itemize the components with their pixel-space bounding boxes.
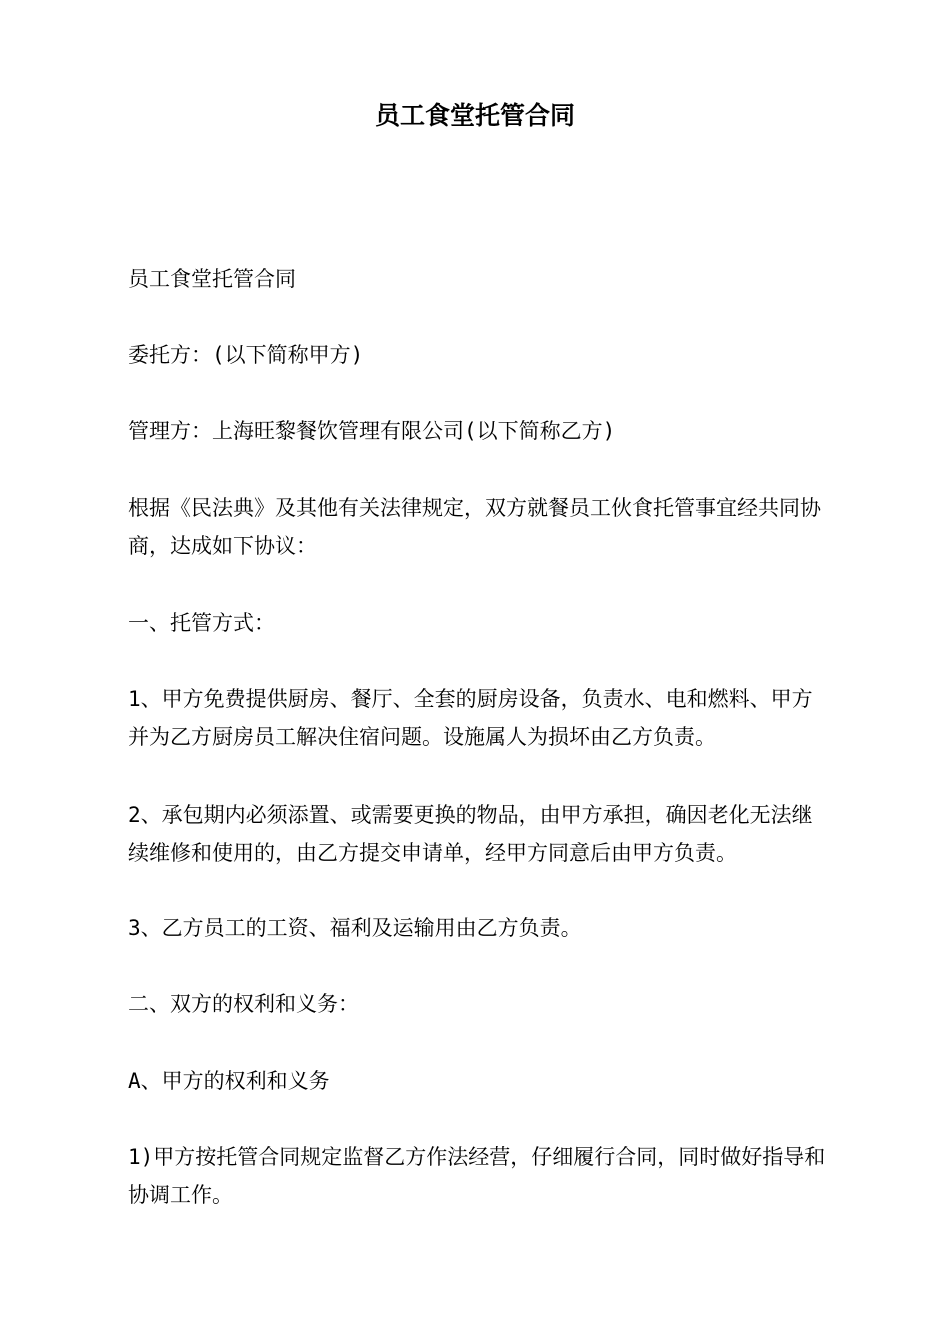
paragraph-preamble: 根据《民法典》及其他有关法律规定，双方就餐员工伙食托管事宜经共同协商，达成如下协议：	[128, 496, 821, 558]
document-title: 员工食堂托管合同	[374, 101, 575, 130]
clause-3: 3、乙方员工的工资、福利及运输用由乙方负责。	[128, 916, 582, 940]
paragraph-subtitle: 员工食堂托管合同	[128, 267, 296, 291]
clause-a-1: 1)甲方按托管合同规定监督乙方作法经营，仔细履行合同，同时做好指导和协调工作。	[128, 1145, 826, 1207]
paragraph-manager: 管理方：上海旺黎餐饮管理有限公司(以下简称乙方)	[128, 419, 616, 443]
section-heading-2: 二、双方的权利和义务：	[128, 992, 359, 1016]
paragraph-client: 委托方：(以下简称甲方)	[128, 343, 364, 367]
clause-2: 2、承包期内必须添置、或需要更换的物品，由甲方承担，确因老化无法继续维修和使用的，由乙方提交申请单，经甲方同意后由甲方负责。	[128, 803, 813, 865]
section-heading-1: 一、托管方式：	[128, 611, 275, 635]
subsection-heading-a: A、甲方的权利和义务	[128, 1069, 330, 1093]
clause-1: 1、甲方免费提供厨房、餐厅、全套的厨房设备，负责水、电和燃料、甲方并为乙方厨房员工解决住宿问题。设施属人为损坏由乙方负责。	[128, 687, 813, 749]
